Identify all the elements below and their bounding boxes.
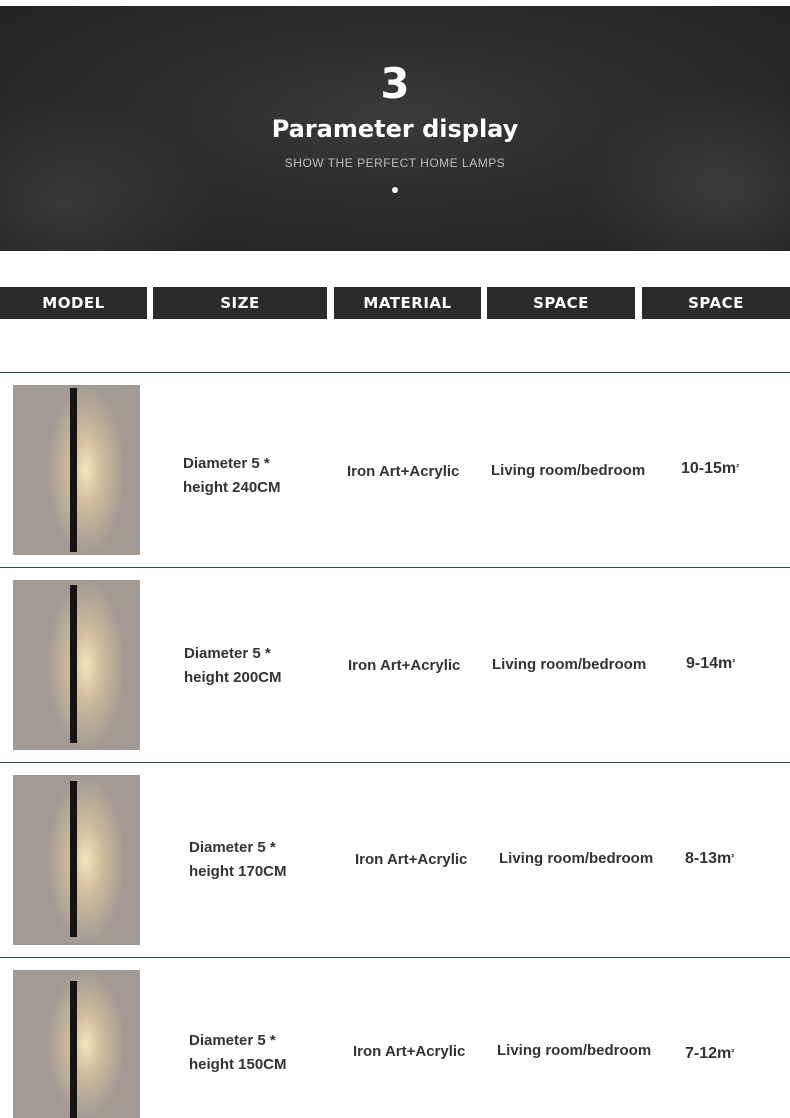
area-unit: ² xyxy=(736,462,740,472)
area-cell xyxy=(686,652,776,676)
size-line-1: Diameter 5 * xyxy=(183,455,270,472)
lamp-bar xyxy=(70,981,77,1118)
lamp-bar xyxy=(70,781,77,937)
size-line-1: Diameter 5 * xyxy=(189,839,276,856)
size-cell xyxy=(189,1029,339,1077)
lamp-image xyxy=(13,970,140,1118)
lamp-image xyxy=(13,385,140,555)
size-line-2: height 170CM xyxy=(189,863,287,880)
area-cell xyxy=(685,847,775,871)
lamp-glow xyxy=(47,775,125,945)
size-line-2: height 150CM xyxy=(189,1056,287,1073)
area-value: 8-13m xyxy=(685,850,732,867)
lamp-image xyxy=(13,580,140,750)
size-line-1: Diameter 5 * xyxy=(189,1032,276,1049)
lamp-bar xyxy=(70,585,77,743)
banner-dot xyxy=(392,187,398,193)
header-model: MODEL xyxy=(0,287,147,319)
space-cell: Living room/bedroom xyxy=(499,850,654,867)
material-cell: Iron Art+Acrylic xyxy=(355,851,468,868)
size-cell xyxy=(184,642,334,690)
section-subtitle: SHOW THE PERFECT HOME LAMPS xyxy=(284,156,506,170)
area-unit: ² xyxy=(731,1047,735,1057)
material-cell: Iron Art+Acrylic xyxy=(348,657,461,674)
header-material: MATERIAL xyxy=(334,287,481,319)
parameter-banner xyxy=(0,6,790,251)
area-cell xyxy=(685,1042,775,1066)
area-value: 7-12m xyxy=(685,1045,732,1062)
material-cell: Iron Art+Acrylic xyxy=(353,1043,466,1060)
area-unit: ² xyxy=(732,657,736,667)
area-value: 9-14m xyxy=(686,655,733,672)
space-cell: Living room/bedroom xyxy=(497,1042,652,1059)
row-divider xyxy=(0,762,790,763)
area-unit: ² xyxy=(731,852,735,862)
material-cell: Iron Art+Acrylic xyxy=(347,463,460,480)
header-space: SPACE xyxy=(487,287,635,319)
space-cell: Living room/bedroom xyxy=(491,462,646,479)
size-line-2: height 200CM xyxy=(184,669,282,686)
row-divider xyxy=(0,372,790,373)
lamp-image xyxy=(13,775,140,945)
area-cell xyxy=(681,457,771,481)
header-space-area: SPACE xyxy=(642,287,790,319)
row-divider xyxy=(0,957,790,958)
size-line-2: height 240CM xyxy=(183,479,281,496)
lamp-glow xyxy=(47,580,125,750)
space-cell: Living room/bedroom xyxy=(492,656,647,673)
size-line-1: Diameter 5 * xyxy=(184,645,271,662)
section-number: 3 xyxy=(380,59,410,108)
size-cell xyxy=(189,836,339,884)
row-divider xyxy=(0,567,790,568)
section-title: Parameter display xyxy=(271,115,519,143)
lamp-bar xyxy=(70,388,77,552)
header-size: SIZE xyxy=(153,287,327,319)
area-value: 10-15m xyxy=(681,460,737,477)
lamp-glow xyxy=(47,970,125,1118)
size-cell xyxy=(183,452,333,500)
lamp-glow xyxy=(47,385,125,555)
